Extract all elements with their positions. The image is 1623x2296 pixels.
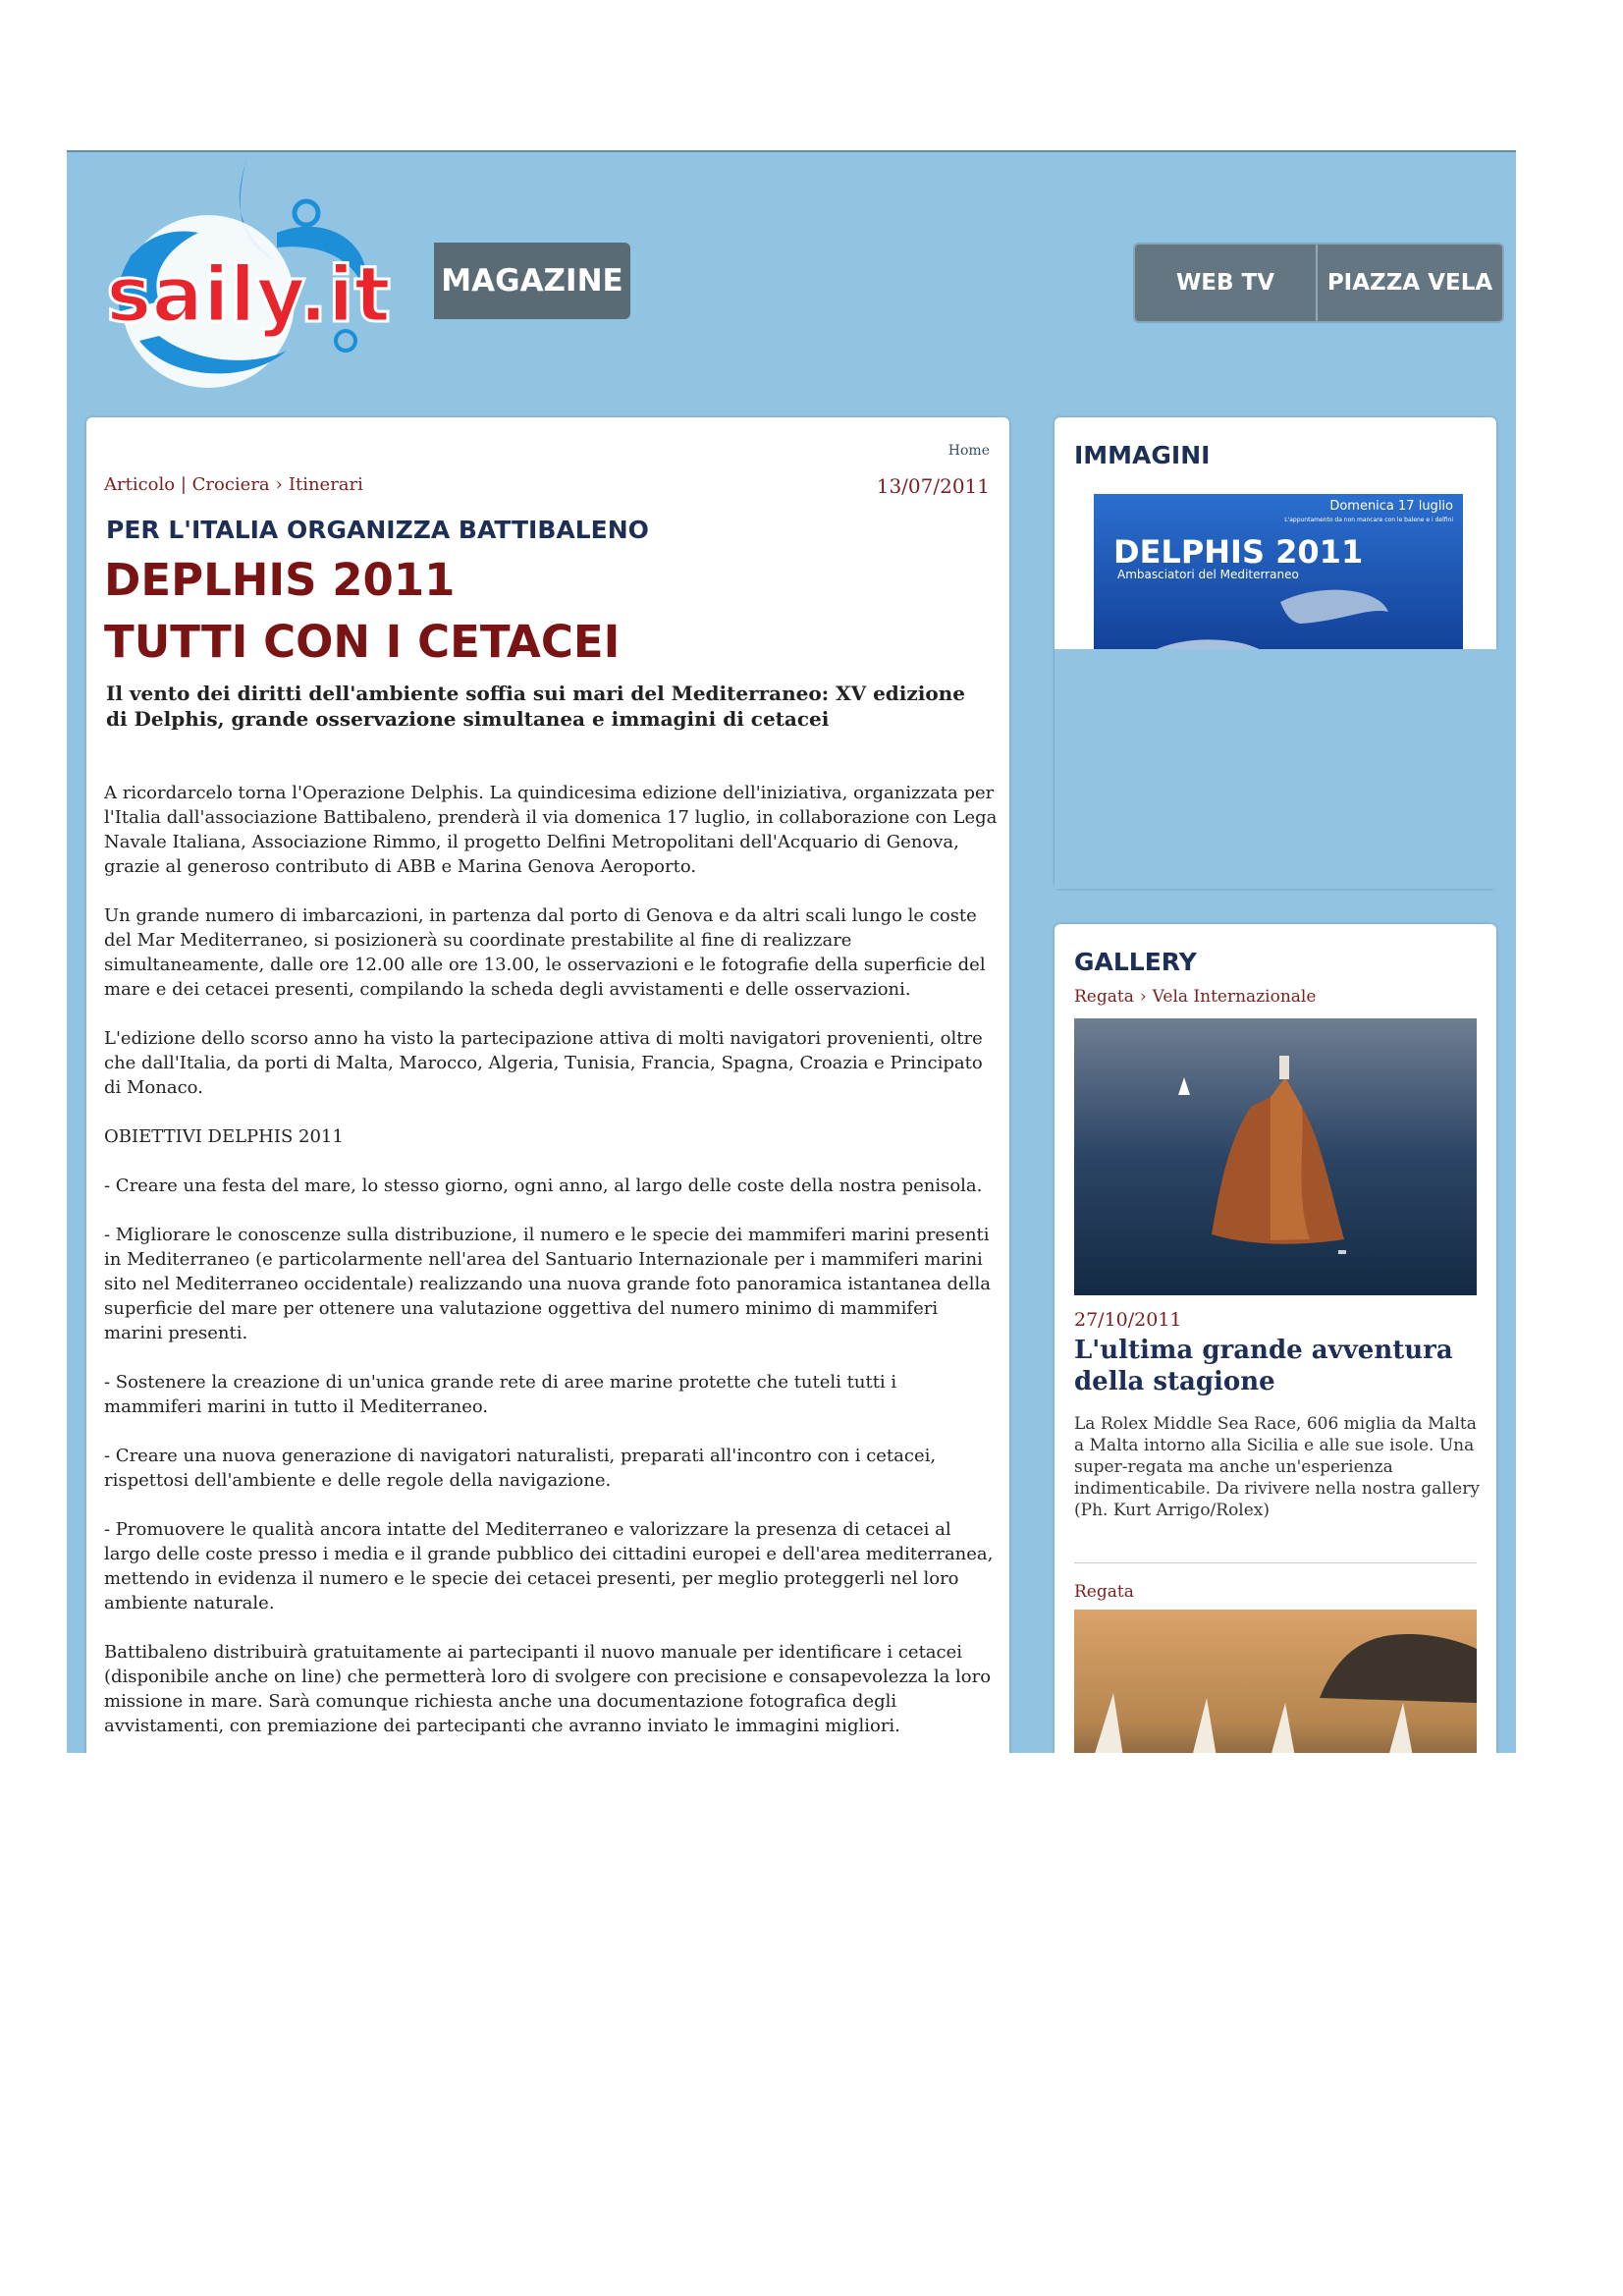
breadcrumb <box>104 474 363 495</box>
paragraph: A ricordarcelo torna l'Operazione Delphis. La quindicesima edizione dell'iniziativa, organizzata per l'Italia dall'associazione Battibaleno, prenderà il via domenica 17 luglio, in collaborazione con Lega Navale Italiana, Associazione Rimmo, il progetto Delfini Metropolitani dell'Acquario di Genova, grazie al generoso contributo di ABB e Marina Genova Aeroporto. <box>104 783 998 877</box>
paragraph: - Migliorare le conoscenze sulla distribuzione, il numero e le specie dei mammiferi marini presenti in Mediterraneo (e particolarmente nell'area del Santuario Internazionale per i mammiferi marini sito nel Mediterraneo occidentale) realizzando una nuova grande foto panoramica istantanea della superficie del mare per ottenere una valutazione oggettiva del numero minimo di mammiferi marini presenti. <box>104 1225 991 1343</box>
nav-piazza-vela[interactable]: PIAZZA VELA <box>1318 245 1502 321</box>
paragraph: - Promuovere le qualità ancora intatte del Mediterraneo e valorizzare la presenza di cetacei al largo delle coste presso i media e il grande pubblico dei cittadini europei e dell'area mediterranea, mettendo in evidenza il numero e le specie dei cetacei presenti, per meglio proteggerli nel loro ambiente naturale. <box>104 1519 994 1613</box>
article-body <box>104 781 998 1753</box>
svg-text:DELPHIS 2011: DELPHIS 2011 <box>1113 533 1364 571</box>
gallery-breadcrumb <box>1074 987 1316 1007</box>
article-subtitle: Il vento dei diritti dell'ambiente soffia sui mari del Mediterraneo: XV edizione di Delphis, grande osservazione simultanea e immagini di cetacei <box>106 682 965 731</box>
breadcrumb-itinerari[interactable]: Itinerari <box>288 474 363 495</box>
gallery-description: La Rolex Middle Sea Race, 606 miglia da Malta a Malta intorno alla Sicilia e alle sue isole. Una super-regata ma anche un'esperienza indimenticabile. Da rivivere nella nostra gallery (Ph. Kurt Arrigo/Rolex) <box>1074 1414 1480 1520</box>
immagini-heading: IMMAGINI <box>1074 441 1211 469</box>
paragraph: Un grande numero di imbarcazioni, in partenza dal porto di Genova e da altri scali lungo le coste del Mar Mediterraneo, si posizionerà su coordinate prestabilite al fine di realizzare simultaneamente, dalle ore 12.00 alle ore 13.00, le osservazioni e le fotografie della superficie del mare e dei cetacei presenti, compilando la scheda degli avvistamenti e delle osservazioni. <box>104 905 986 1000</box>
article-title-line1: DEPLHIS 2011 <box>104 554 456 606</box>
article-title <box>104 549 620 673</box>
paragraph: L'edizione dello scorso anno ha visto la partecipazione attiva di molti navigatori provenienti, oltre che dall'Italia, da porti di Malta, Marocco, Algeria, Tunisia, Francia, Spagna, Croazia e Principato di Monaco. <box>104 1028 983 1098</box>
breadcrumb-separator-icon: › <box>275 474 283 495</box>
article-date: 13/07/2011 <box>876 474 990 498</box>
article-kicker: PER L'ITALIA ORGANIZZA BATTIBALENO <box>106 516 649 544</box>
gallery-crumb-vela[interactable]: Vela Internazionale <box>1152 987 1317 1007</box>
magazine-button[interactable]: MAGAZINE <box>434 243 630 319</box>
nav-web-tv[interactable]: WEB TV <box>1135 245 1318 321</box>
svg-text:Ambasciatori del Mediterraneo: Ambasciatori del Mediterraneo <box>1117 568 1299 581</box>
divider <box>1074 1562 1477 1563</box>
paragraph: OBIETTIVI DELPHIS 2011 <box>104 1126 344 1147</box>
paragraph: - Sostenere la creazione di un'unica grande rete di aree marine protette che tuteli tutti i mammiferi marini in tutto il Mediterraneo. <box>104 1372 897 1417</box>
breadcrumb-section[interactable]: Articolo | Crociera <box>104 474 270 495</box>
logo-wordmark: saily.it <box>106 251 391 340</box>
gallery-heading: GALLERY <box>1074 948 1197 976</box>
backdrop-panel <box>1055 649 1512 889</box>
paragraph: Battibaleno distribuirà gratuitamente ai partecipanti il nuovo manuale per identificare i cetacei (disponibile anche on line) che permetterà loro di svolgere con precisione e consapevolezza la loro missione in mare. Sarà comunque richiesta anche una documentazione fotografica degli avvistamenti, con premiazione dei partecipanti che avranno inviato le immagini migliori. <box>104 1642 992 1736</box>
gallery-photo-rock[interactable] <box>1074 1018 1477 1295</box>
gallery-tag-regata[interactable]: Regata <box>1074 1582 1134 1602</box>
home-link[interactable]: Home <box>947 443 990 459</box>
breadcrumb-separator-icon: › <box>1139 987 1147 1007</box>
site-frame <box>67 150 1516 1753</box>
gallery-date: 27/10/2011 <box>1074 1309 1182 1331</box>
article-panel <box>86 417 1009 1753</box>
gallery-title[interactable]: L'ultima grande avventura della stagione <box>1074 1336 1453 1396</box>
top-nav <box>1133 243 1504 323</box>
paragraph: - Creare una festa del mare, lo stesso giorno, ogni anno, al largo delle coste della nostra penisola. <box>104 1175 983 1196</box>
top-border <box>67 150 1516 152</box>
svg-text:L'appuntamento da non mancare: L'appuntamento da non mancare con le balene e i delfini <box>1284 517 1453 523</box>
gallery-crumb-regata[interactable]: Regata <box>1074 987 1134 1007</box>
article-title-line2: TUTTI CON I CETACEI <box>104 616 621 668</box>
svg-text:Domenica 17 luglio: Domenica 17 luglio <box>1329 499 1453 514</box>
gallery-box <box>1055 924 1496 1753</box>
gallery-photo-sunset-sails[interactable] <box>1074 1610 1477 1753</box>
paragraph: - Creare una nuova generazione di navigatori naturalisti, preparati all'incontro con i cetacei, rispettosi dell'ambiente e delle regole della navigazione. <box>104 1446 937 1491</box>
